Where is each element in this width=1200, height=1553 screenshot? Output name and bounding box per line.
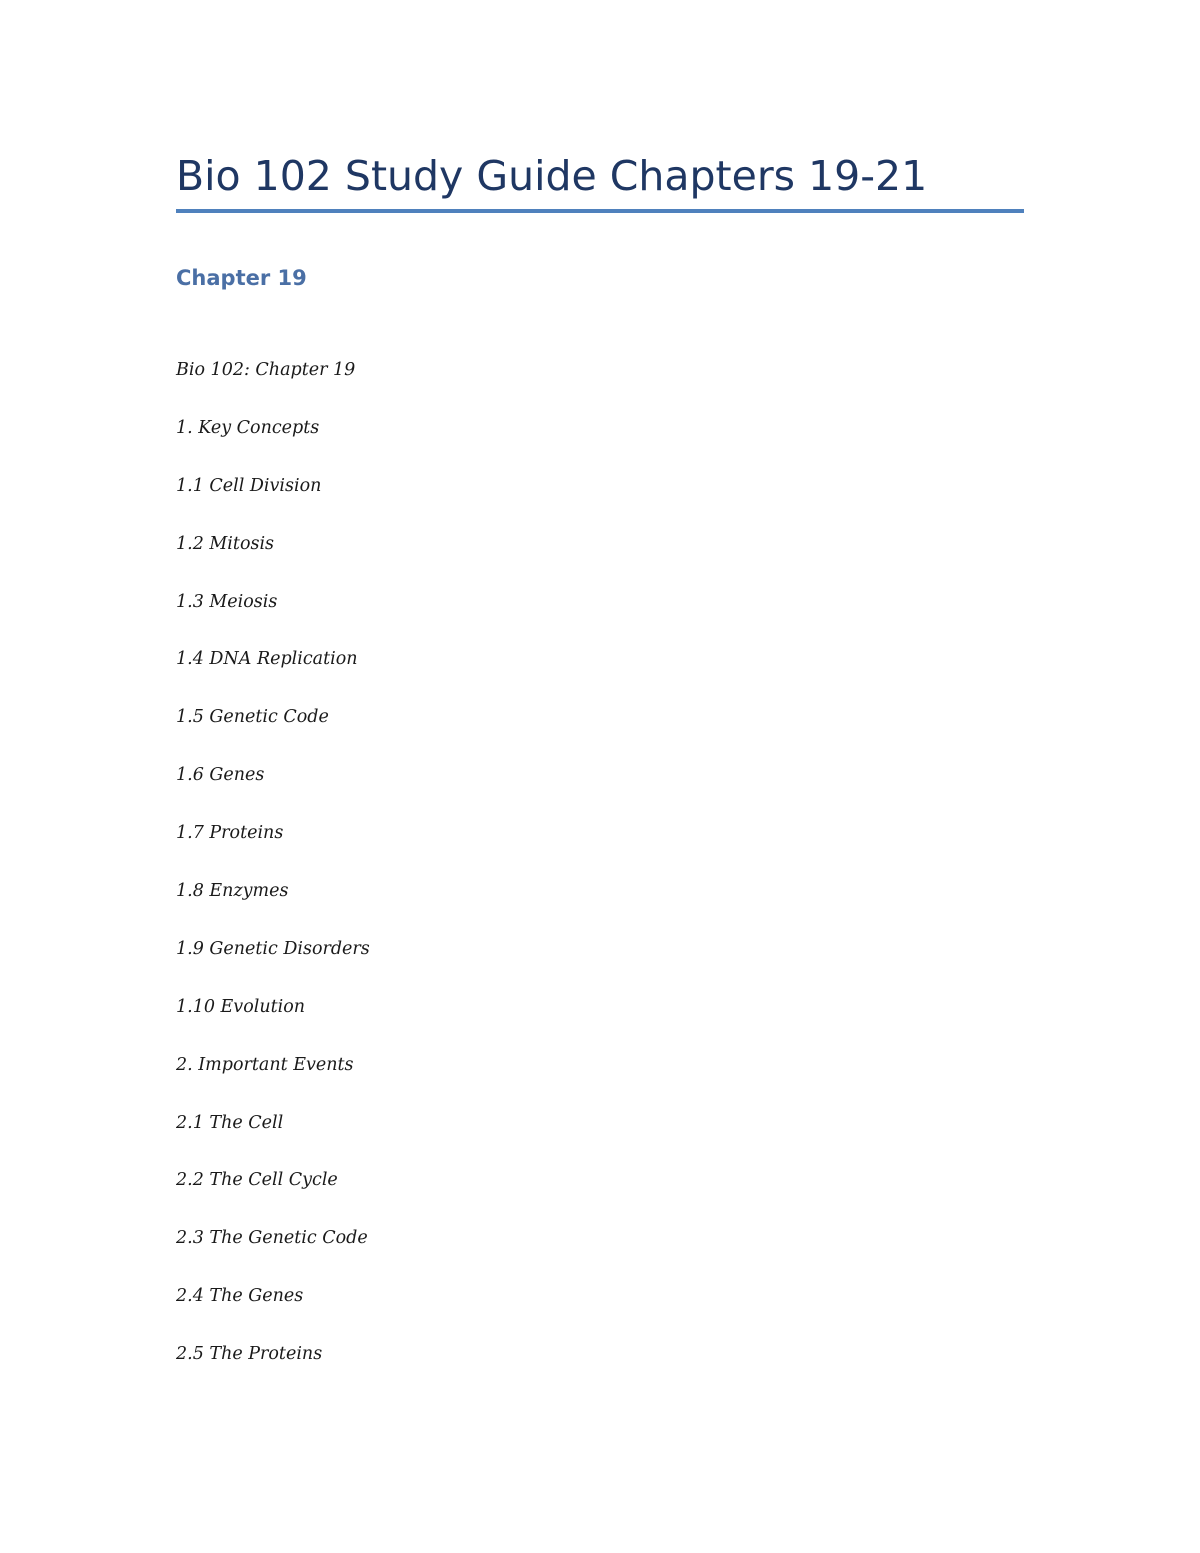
outline-item: 2.2 The Cell Cycle	[176, 1170, 338, 1191]
outline-item: 1.6 Genes	[176, 765, 265, 786]
outline-item: 1.9 Genetic Disorders	[176, 938, 370, 959]
outline-item: 1.10 Evolution	[176, 996, 306, 1017]
outline-item: 2. Important Events	[176, 1054, 354, 1075]
outline-item: 1.7 Proteins	[176, 823, 284, 844]
outline-item: 1.8 Enzymes	[176, 881, 289, 902]
chapter-outline	[176, 355, 370, 1397]
outline-item: Bio 102: Chapter 19	[176, 360, 356, 380]
outline-item: 1. Key Concepts	[176, 417, 320, 438]
outline-item: 1.2 Mitosis	[176, 533, 275, 554]
title-underline-rule	[176, 209, 1024, 213]
outline-item: 1.1 Cell Division	[176, 475, 322, 496]
outline-item: 1.4 DNA Replication	[176, 649, 358, 670]
chapter-heading: Chapter 19	[176, 266, 307, 290]
outline-item: 2.1 The Cell	[176, 1112, 284, 1133]
outline-item: 1.3 Meiosis	[176, 591, 278, 612]
document-title: Bio 102 Study Guide Chapters 19-21	[176, 152, 928, 200]
outline-item: 2.4 The Genes	[176, 1286, 304, 1307]
outline-item: 2.5 The Proteins	[176, 1344, 323, 1365]
outline-item: 2.3 The Genetic Code	[176, 1228, 368, 1249]
outline-item: 1.5 Genetic Code	[176, 707, 329, 728]
